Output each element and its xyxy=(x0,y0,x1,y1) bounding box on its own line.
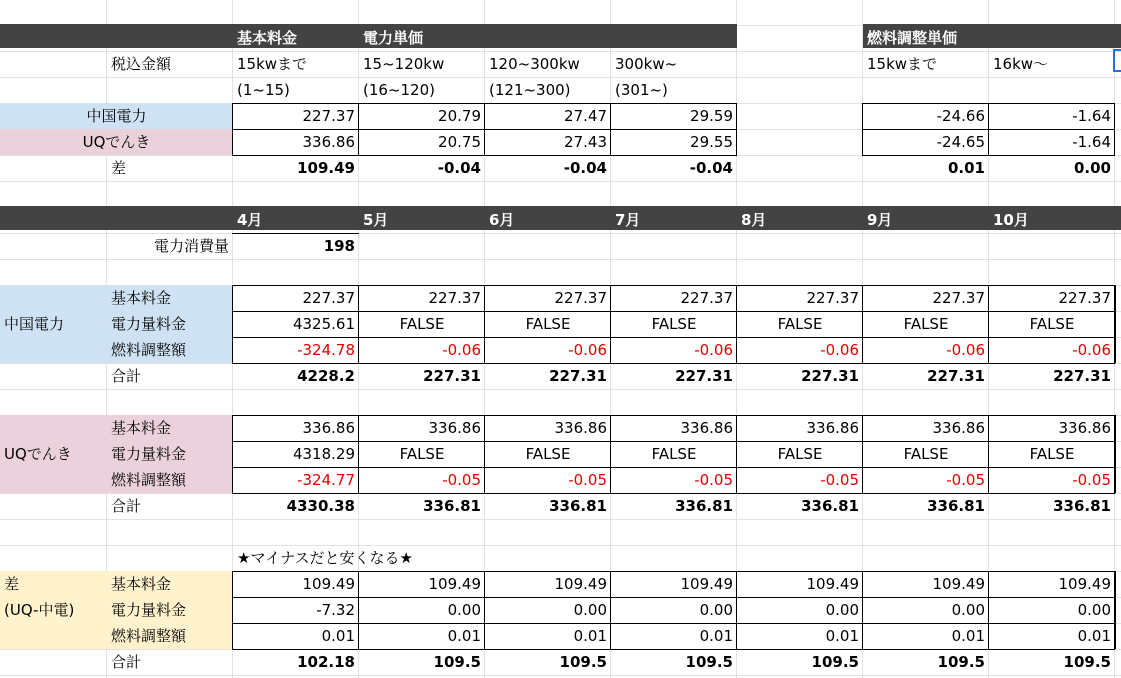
rate-value: 29.59 xyxy=(690,107,733,125)
fuel-header-band-edge xyxy=(1115,24,1121,48)
value-cell: 0.01 xyxy=(825,627,859,645)
value-cell: -0.06 xyxy=(946,341,985,359)
value-cell: 336.81 xyxy=(1053,497,1111,515)
month-header: 9月 xyxy=(867,211,893,229)
month-header: 7月 xyxy=(615,211,641,229)
tax-label: 税込金額 xyxy=(111,55,172,73)
value-cell: FALSE xyxy=(525,445,571,463)
tier-range: (121~300) xyxy=(489,81,571,99)
value-cell: FALSE xyxy=(399,315,445,333)
value-cell: 109.49 xyxy=(428,575,481,593)
value-cell: 336.81 xyxy=(423,497,481,515)
value-cell: FALSE xyxy=(651,315,697,333)
usage-label: 電力消費量 xyxy=(153,237,229,255)
month-header: 4月 xyxy=(237,211,263,229)
gridline-row xyxy=(0,675,1121,676)
tier-label: 15kwまで xyxy=(237,55,308,73)
tier-label: 15~120kw xyxy=(363,55,445,73)
section-edge xyxy=(1115,571,1116,649)
header-unit-price: 電力単価 xyxy=(363,29,424,47)
value-cell: 227.37 xyxy=(554,289,607,307)
value-cell: 4325.61 xyxy=(292,315,355,333)
value-cell: 109.49 xyxy=(680,575,733,593)
value-cell: -0.06 xyxy=(568,341,607,359)
rate-value: 20.79 xyxy=(438,107,481,125)
value-cell: 336.86 xyxy=(302,419,355,437)
value-cell: 227.31 xyxy=(549,367,607,385)
diff-value: -0.04 xyxy=(437,159,481,177)
value-cell: 109.49 xyxy=(932,575,985,593)
provider-name: 中国電力 xyxy=(86,107,147,125)
value-cell: 0.01 xyxy=(321,627,355,645)
note-text: ★マイナスだと安くなる★ xyxy=(237,549,413,567)
value-cell: -0.05 xyxy=(694,471,733,489)
usage-value: 198 xyxy=(323,237,355,255)
gridline-row xyxy=(0,259,1121,260)
value-cell: 4228.2 xyxy=(297,367,355,385)
row-label: 燃料調整額 xyxy=(111,627,187,645)
value-cell: -7.32 xyxy=(316,601,355,619)
value-cell: -0.06 xyxy=(820,341,859,359)
value-cell: 336.81 xyxy=(675,497,733,515)
value-cell: 0.00 xyxy=(825,601,859,619)
value-cell: 227.37 xyxy=(680,289,733,307)
tier-range: (301~) xyxy=(615,81,668,99)
month-header: 6月 xyxy=(489,211,515,229)
value-cell: 4318.29 xyxy=(292,445,355,463)
value-cell: 109.5 xyxy=(685,653,733,671)
value-cell: -324.77 xyxy=(297,471,355,489)
value-cell: 109.5 xyxy=(937,653,985,671)
rate-value: 20.75 xyxy=(438,133,481,151)
value-cell: -0.06 xyxy=(694,341,733,359)
diff-fuel-value: 0.01 xyxy=(947,159,985,177)
value-cell: 227.37 xyxy=(428,289,481,307)
value-cell: 336.81 xyxy=(801,497,859,515)
rate-value: 27.43 xyxy=(564,133,607,151)
diff-value: -0.04 xyxy=(563,159,607,177)
value-cell: 102.18 xyxy=(297,653,355,671)
value-cell: 336.86 xyxy=(554,419,607,437)
gridline-row xyxy=(0,181,1121,182)
value-cell: FALSE xyxy=(525,315,571,333)
value-cell: 336.86 xyxy=(1058,419,1111,437)
value-cell: 227.37 xyxy=(932,289,985,307)
value-cell: 109.5 xyxy=(559,653,607,671)
value-cell: 109.49 xyxy=(302,575,355,593)
section-name: UQでんき xyxy=(4,445,72,463)
row-label: 合計 xyxy=(111,653,142,671)
value-cell: -0.05 xyxy=(946,471,985,489)
fuel-value: -24.66 xyxy=(936,107,985,125)
value-cell: 109.5 xyxy=(1063,653,1111,671)
value-cell: 0.01 xyxy=(1077,627,1111,645)
rate-value: 336.86 xyxy=(302,133,355,151)
header-fuel: 燃料調整単価 xyxy=(867,29,958,47)
row-label: 基本料金 xyxy=(111,419,172,437)
value-cell: -0.05 xyxy=(568,471,607,489)
value-cell: 336.81 xyxy=(549,497,607,515)
value-cell: 0.00 xyxy=(1077,601,1111,619)
month-header: 8月 xyxy=(741,211,767,229)
value-cell: 227.37 xyxy=(302,289,355,307)
value-cell: 0.00 xyxy=(573,601,607,619)
value-cell: 227.37 xyxy=(806,289,859,307)
value-cell: 0.01 xyxy=(951,627,985,645)
section-name: 差 xyxy=(4,575,20,593)
month-header-band-edge xyxy=(1115,206,1121,230)
value-cell: FALSE xyxy=(1029,315,1075,333)
value-cell: 4330.38 xyxy=(286,497,355,515)
rate-value: 29.55 xyxy=(690,133,733,151)
value-cell: -0.06 xyxy=(1072,341,1111,359)
row-label: 基本料金 xyxy=(111,575,172,593)
row-label: 電力量料金 xyxy=(111,601,187,619)
fuel-value: -1.64 xyxy=(1072,107,1111,125)
value-cell: 0.00 xyxy=(951,601,985,619)
value-cell: 336.86 xyxy=(932,419,985,437)
value-cell: 227.31 xyxy=(927,367,985,385)
row-label: 燃料調整額 xyxy=(111,471,187,489)
section-edge xyxy=(1115,415,1116,493)
value-cell: 109.5 xyxy=(433,653,481,671)
month-header: 5月 xyxy=(363,211,389,229)
value-cell: FALSE xyxy=(777,315,823,333)
value-cell: 227.37 xyxy=(1058,289,1111,307)
value-cell: 0.00 xyxy=(447,601,481,619)
value-cell: 109.49 xyxy=(1058,575,1111,593)
row-label: 電力量料金 xyxy=(111,445,187,463)
value-cell: -0.05 xyxy=(442,471,481,489)
value-cell: FALSE xyxy=(903,445,949,463)
fuel-tier-label: 16kw〜 xyxy=(993,55,1049,73)
value-cell: 0.01 xyxy=(447,627,481,645)
diff-value: 109.49 xyxy=(297,159,355,177)
value-cell: 109.5 xyxy=(811,653,859,671)
gridline-row xyxy=(0,519,1121,520)
tier-range: (16~120) xyxy=(363,81,435,99)
value-cell: 0.01 xyxy=(573,627,607,645)
value-cell: 109.49 xyxy=(806,575,859,593)
value-cell: 0.00 xyxy=(699,601,733,619)
row-label: 合計 xyxy=(111,497,142,515)
gridline-row xyxy=(0,389,1121,390)
value-cell: -0.06 xyxy=(442,341,481,359)
value-cell: -324.78 xyxy=(297,341,355,359)
section-name: 中国電力 xyxy=(4,315,65,333)
rate-value: 227.37 xyxy=(302,107,355,125)
value-cell: FALSE xyxy=(777,445,823,463)
month-header: 10月 xyxy=(993,211,1029,229)
section-edge xyxy=(1115,285,1116,363)
selected-cell[interactable] xyxy=(1113,49,1121,72)
fuel-tier-label: 15kwまで xyxy=(867,55,938,73)
value-cell: 0.01 xyxy=(699,627,733,645)
value-cell: 336.86 xyxy=(806,419,859,437)
diff-value: -0.04 xyxy=(689,159,733,177)
value-cell: -0.05 xyxy=(820,471,859,489)
value-cell: 109.49 xyxy=(554,575,607,593)
rate-value: 27.47 xyxy=(564,107,607,125)
value-cell: FALSE xyxy=(1029,445,1075,463)
fuel-value: -24.65 xyxy=(936,133,985,151)
row-label: 電力量料金 xyxy=(111,315,187,333)
value-cell: 227.31 xyxy=(423,367,481,385)
value-cell: 227.31 xyxy=(801,367,859,385)
tier-label: 120~300kw xyxy=(489,55,580,73)
value-cell: 227.31 xyxy=(675,367,733,385)
tier-label: 300kw~ xyxy=(615,55,678,73)
header-basic: 基本料金 xyxy=(237,29,298,47)
row-label: 基本料金 xyxy=(111,289,172,307)
value-cell: FALSE xyxy=(651,445,697,463)
value-cell: -0.05 xyxy=(1072,471,1111,489)
value-cell: 336.86 xyxy=(428,419,481,437)
row-label: 燃料調整額 xyxy=(111,341,187,359)
diff-fuel-value: 0.00 xyxy=(1073,159,1111,177)
section-subname: (UQ-中電) xyxy=(4,601,75,619)
value-cell: 227.31 xyxy=(1053,367,1111,385)
tier-range: (1~15) xyxy=(237,81,290,99)
value-cell: FALSE xyxy=(399,445,445,463)
fuel-value: -1.64 xyxy=(1072,133,1111,151)
row-label: 合計 xyxy=(111,367,142,385)
diff-label: 差 xyxy=(111,159,127,177)
provider-name: UQでんき xyxy=(82,133,151,151)
value-cell: 336.86 xyxy=(680,419,733,437)
value-cell: 336.81 xyxy=(927,497,985,515)
value-cell: FALSE xyxy=(903,315,949,333)
